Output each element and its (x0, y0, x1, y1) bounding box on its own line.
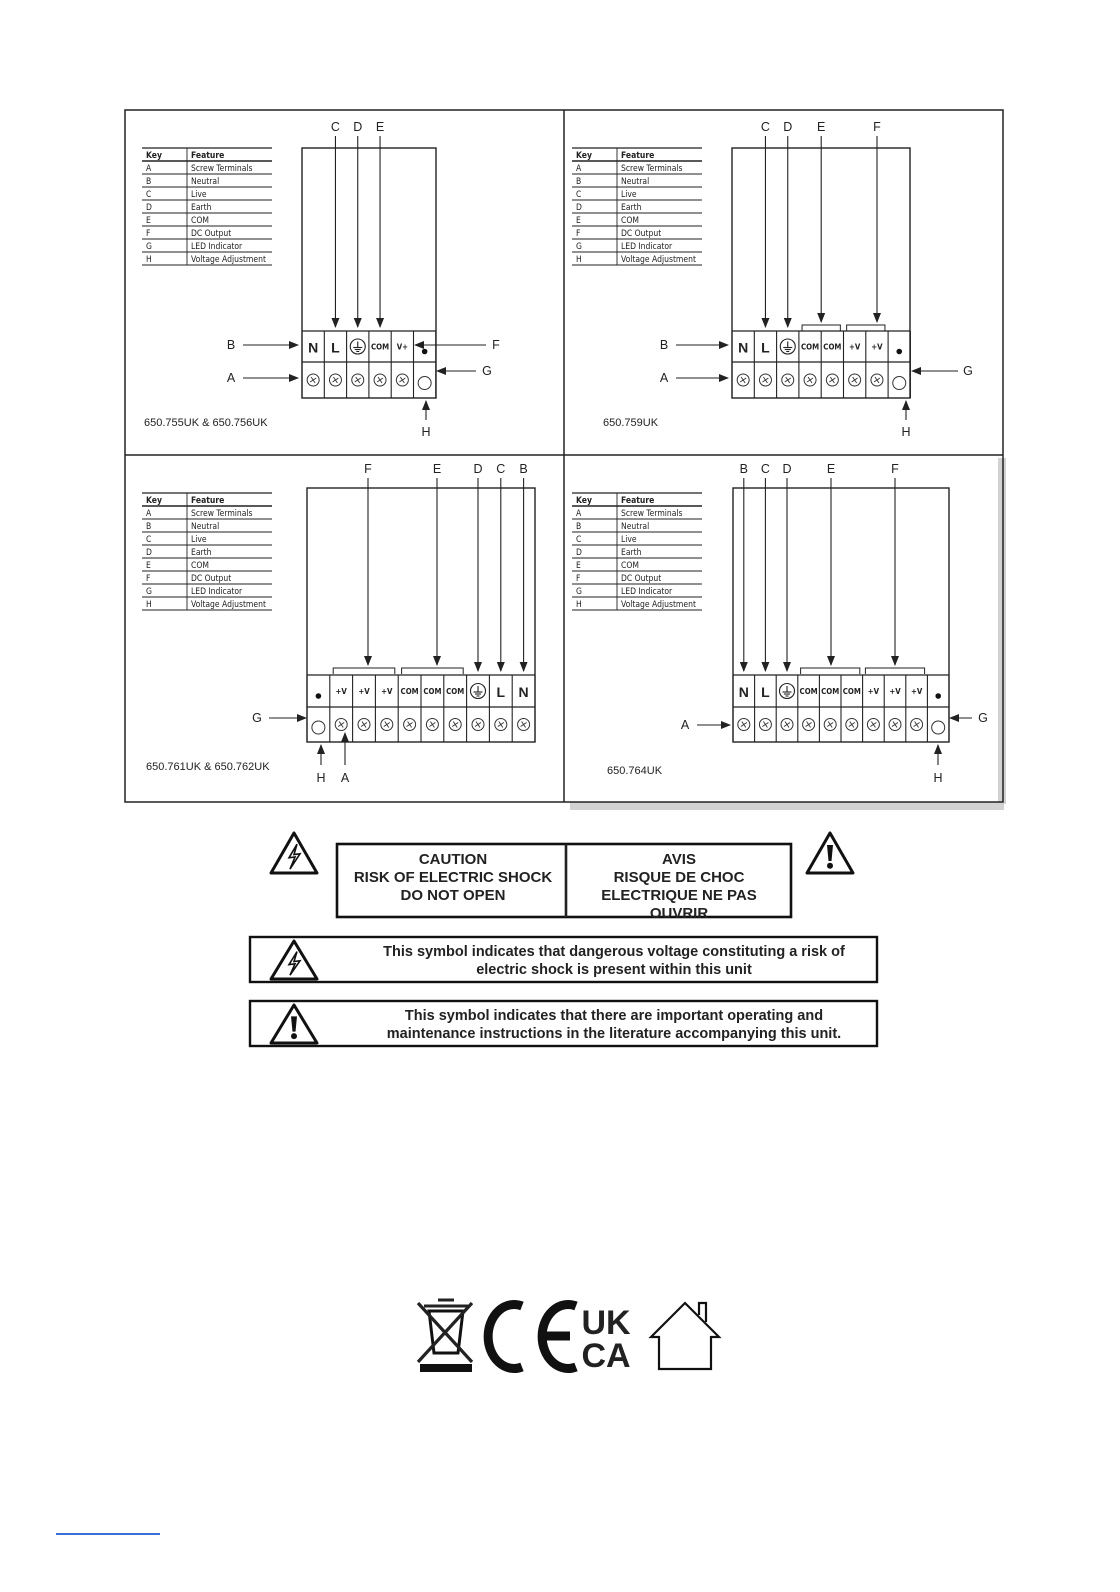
callout-letter-a: A (680, 718, 690, 732)
led-indicator-icon (935, 693, 941, 699)
key-table-feature: Earth (191, 203, 212, 213)
screw-slot (870, 722, 876, 728)
screw-slot (762, 377, 768, 383)
terminal-label: N (518, 684, 529, 700)
key-table-key: A (146, 164, 152, 174)
screw-slot (355, 377, 361, 383)
callout-letter-g: G (482, 364, 492, 378)
panel-shadow (998, 458, 1006, 804)
key-table-feature: COM (621, 561, 639, 571)
screw-slot (892, 722, 898, 728)
callout-letter-g: G (963, 364, 973, 378)
voltage-adjust-pot-icon (893, 377, 906, 390)
screw-slot (332, 377, 338, 383)
terminal-label: COM (446, 687, 465, 696)
terminal-label: N (738, 339, 749, 356)
terminal-group-bracket (333, 668, 395, 674)
lightning-bolt-icon (289, 844, 300, 869)
earth-symbol-icon (350, 339, 365, 354)
key-table-key: B (146, 177, 152, 187)
screw-terminal-icon (374, 374, 386, 386)
terminal-group-bracket (865, 668, 924, 674)
terminal-label: L (496, 684, 506, 700)
callout-letter-e: E (432, 462, 442, 476)
terminal-group-bracket (847, 325, 885, 331)
callout-letter-b: B (226, 338, 236, 352)
key-table-feature: COM (191, 561, 209, 571)
key-table-key: D (576, 548, 582, 558)
key-table-feature: LED Indicator (621, 242, 673, 252)
callout-letter-h: H (901, 425, 911, 439)
caution-english-line: DO NOT OPEN (400, 887, 506, 904)
voltage-adjust-pot-icon (312, 721, 325, 734)
symbol-explanation-box (250, 937, 877, 982)
screw-slot (498, 722, 504, 728)
screw-slot (827, 722, 833, 728)
key-table-key: C (576, 535, 582, 545)
callout-letter-f: F (873, 120, 881, 134)
callout-letter-b: B (739, 462, 748, 476)
screw-terminal-icon (404, 719, 416, 731)
screw-slot (784, 722, 790, 728)
screw-terminal-icon (871, 374, 883, 386)
caution-english-line: RISK OF ELECTRIC SHOCK (353, 869, 553, 886)
house-outline (651, 1303, 719, 1369)
terminal-label: COM (823, 342, 842, 352)
key-table (142, 148, 272, 265)
screw-terminal-icon (307, 374, 319, 386)
screw-terminal-icon (759, 719, 771, 731)
indoor-use-house-icon (651, 1303, 719, 1369)
key-table-feature: Neutral (621, 177, 650, 187)
screw-slot (338, 722, 344, 728)
callout-letter-b: B (519, 462, 528, 476)
explanation-line: electric shock is present within this unit (476, 962, 752, 978)
key-table-key: E (146, 216, 151, 226)
voltage-adjust-pot-icon (418, 377, 431, 390)
callout-letter-d: D (353, 120, 363, 134)
footer-rule (56, 1533, 160, 1535)
key-table-key: A (576, 164, 582, 174)
screw-terminal-icon (518, 719, 530, 731)
screw-terminal-icon (352, 374, 364, 386)
screw-slot (521, 722, 527, 728)
caution-english-line: CAUTION (418, 851, 488, 868)
model-number: 650.761UK & 650.762UK (146, 761, 270, 773)
key-table-feature: Live (621, 535, 637, 545)
key-table-feature: DC Output (191, 574, 232, 584)
key-table-key: C (576, 190, 582, 200)
screw-slot (829, 377, 835, 383)
screw-slot (785, 377, 791, 383)
screw-terminal-icon (826, 374, 838, 386)
key-table-feature: COM (621, 216, 639, 226)
key-table-key: D (146, 203, 152, 213)
earth-symbol-icon (471, 684, 486, 699)
terminal-label: L (761, 684, 770, 700)
key-table-feature: Live (191, 190, 207, 200)
key-table-key: B (576, 522, 582, 532)
callout-letter-a: A (226, 371, 236, 385)
caution-french-line: OUVRIR (649, 905, 709, 922)
callout-letter-g: G (252, 711, 262, 725)
caution-warning-icon (807, 833, 853, 873)
key-table-feature: Voltage Adjustment (621, 255, 696, 265)
terminal-group-bracket (802, 325, 840, 331)
power-supply-body (302, 148, 436, 398)
screw-slot (741, 722, 747, 728)
screw-slot (762, 722, 768, 728)
panel-650-759 (572, 120, 973, 439)
ce-mark (488, 1305, 576, 1369)
key-table (572, 493, 702, 610)
screw-terminal-icon (426, 719, 438, 731)
screw-slot (806, 722, 812, 728)
diagram-grid (125, 110, 1006, 810)
screw-terminal-icon (911, 719, 923, 731)
callout-letter-h: H (316, 771, 326, 785)
key-table-feature: Voltage Adjustment (191, 600, 266, 610)
caution-label (271, 833, 853, 922)
terminal-label: V+ (396, 342, 409, 352)
terminal-label: COM (423, 687, 442, 696)
callout-letter-d: D (782, 462, 792, 476)
symbol-explanation-box (250, 1001, 877, 1046)
callout-letter-e: E (375, 120, 385, 134)
key-table-key: A (576, 509, 582, 519)
panel-shadow (570, 802, 1004, 810)
callout-letter-b: B (659, 338, 669, 352)
panel-650-761-762 (142, 462, 535, 785)
callout-letter-d: D (473, 462, 483, 476)
screw-terminal-icon (846, 719, 858, 731)
terminal-label: +V (335, 687, 347, 696)
terminal-group-bracket (402, 668, 464, 674)
key-table-key: F (576, 574, 581, 584)
screw-terminal-icon (335, 719, 347, 731)
led-indicator-icon (422, 349, 428, 355)
key-table-key: G (576, 242, 582, 252)
screw-slot (849, 722, 855, 728)
key-table-key: Key (146, 151, 162, 161)
terminal-label: COM (799, 687, 818, 696)
callout-letter-a: A (340, 771, 350, 785)
voltage-adjust-pot-icon (932, 721, 945, 734)
callout-letter-h: H (421, 425, 431, 439)
model-number: 650.759UK (603, 417, 659, 429)
key-table-key: H (146, 255, 152, 265)
screw-terminal-icon (472, 719, 484, 731)
terminal-label: COM (801, 342, 820, 352)
terminal-label: N (308, 339, 319, 356)
terminal-label: L (331, 339, 340, 356)
key-table-feature: LED Indicator (621, 587, 673, 597)
key-table-key: F (576, 229, 581, 239)
key-table-feature: LED Indicator (191, 242, 243, 252)
key-table-feature: Live (621, 190, 637, 200)
terminal-label: L (761, 339, 770, 356)
key-table-key: B (576, 177, 582, 187)
panel-650-755-756 (142, 120, 500, 439)
key-table-feature: Feature (191, 496, 225, 506)
key-table-key: F (146, 229, 151, 239)
key-table-key: A (146, 509, 152, 519)
terminal-label: +V (871, 342, 883, 352)
key-table-key: Key (146, 496, 162, 506)
key-table-key: C (146, 535, 152, 545)
key-table-feature: Neutral (191, 177, 220, 187)
screw-terminal-icon (449, 719, 461, 731)
terminal-group-bracket (801, 668, 860, 674)
key-table-key: H (576, 255, 582, 265)
key-table-key: H (576, 600, 582, 610)
key-table-feature: Earth (191, 548, 212, 558)
screw-terminal-icon (738, 719, 750, 731)
key-table-feature: Feature (621, 151, 655, 161)
key-table (142, 493, 272, 610)
screw-terminal-icon (495, 719, 507, 731)
model-number: 650.755UK & 650.756UK (144, 417, 268, 429)
key-table (572, 148, 702, 265)
key-table-feature: Neutral (621, 522, 650, 532)
key-table-feature: DC Output (621, 229, 662, 239)
electric-shock-warning-icon (271, 833, 317, 873)
screw-terminal-icon (849, 374, 861, 386)
key-table-key: Key (576, 151, 592, 161)
terminal-label: N (738, 684, 749, 700)
certification-marks (418, 1300, 719, 1375)
ce-letter-c (488, 1305, 522, 1369)
callout-letter-f: F (364, 462, 372, 476)
key-table-feature: Feature (621, 496, 655, 506)
callout-letter-d: D (783, 120, 793, 134)
terminal-label: +V (381, 687, 393, 696)
screw-terminal-icon (803, 719, 815, 731)
key-table-feature: Voltage Adjustment (191, 255, 266, 265)
screw-slot (807, 377, 813, 383)
terminal-label: +V (848, 342, 861, 352)
screw-slot (361, 722, 367, 728)
bin-underbar (420, 1364, 472, 1372)
terminal-label: COM (371, 342, 390, 352)
key-table-feature: Screw Terminals (621, 509, 683, 519)
screw-terminal-icon (889, 719, 901, 731)
exclamation-bar (827, 845, 833, 861)
key-table-feature: Screw Terminals (191, 164, 253, 174)
ukca-top: UK (581, 1304, 631, 1342)
callout-letter-c: C (760, 120, 770, 134)
key-table-feature: Earth (621, 548, 642, 558)
terminal-label: +V (358, 687, 370, 696)
callout-letter-e: E (817, 120, 826, 134)
earth-symbol-icon (780, 339, 795, 354)
ce-letter-e (541, 1305, 576, 1369)
screw-slot (399, 377, 405, 383)
key-table-key: Key (576, 496, 592, 506)
terminal-label: COM (400, 687, 419, 696)
screw-terminal-icon (804, 374, 816, 386)
screw-slot (452, 722, 458, 728)
key-table-key: G (146, 242, 152, 252)
explanation-line: maintenance instructions in the literature accompanying this unit. (386, 1026, 842, 1042)
callout-letter-c: C (760, 462, 770, 476)
key-table-key: E (576, 216, 581, 226)
key-table-feature: DC Output (191, 229, 232, 239)
panel-650-764 (572, 462, 988, 785)
screw-slot (874, 377, 880, 383)
led-indicator-icon (316, 693, 322, 699)
callout-letter-c: C (496, 462, 506, 476)
terminal-label: +V (867, 687, 880, 696)
screw-terminal-icon (329, 374, 341, 386)
callout-letter-c: C (330, 120, 340, 134)
exclamation-dot (291, 1033, 297, 1039)
key-table-feature: COM (191, 216, 209, 226)
terminal-label: +V (910, 687, 923, 696)
explanation-line: This symbol indicates that dangerous voltage constituting a risk of (383, 944, 845, 960)
screw-slot (914, 722, 920, 728)
callout-letter-h: H (933, 771, 943, 785)
weee-crossed-bin-icon (418, 1300, 472, 1372)
terminal-label: COM (821, 687, 840, 696)
callout-letter-f: F (891, 462, 899, 476)
caution-french-line: ELECTRIQUE NE PAS (601, 887, 757, 904)
ukca-bottom: CA (581, 1337, 631, 1375)
terminal-label: +V (889, 687, 901, 696)
screw-slot (852, 377, 858, 383)
key-table-feature: Live (191, 535, 207, 545)
key-table-key: G (576, 587, 582, 597)
screw-terminal-icon (781, 719, 793, 731)
key-table-key: D (576, 203, 582, 213)
terminal-label: COM (842, 687, 861, 696)
key-table-key: F (146, 574, 151, 584)
screw-terminal-icon (737, 374, 749, 386)
callout-letter-g: G (978, 711, 988, 725)
ukca-mark (581, 1304, 631, 1375)
key-table-feature: DC Output (621, 574, 662, 584)
screw-slot (429, 722, 435, 728)
screw-slot (377, 377, 383, 383)
screw-slot (384, 722, 390, 728)
caution-french-line: RISQUE DE CHOC (613, 869, 745, 886)
key-table-key: E (146, 561, 151, 571)
screw-terminal-icon (759, 374, 771, 386)
screw-terminal-icon (782, 374, 794, 386)
screw-terminal-icon (824, 719, 836, 731)
key-table-key: H (146, 600, 152, 610)
model-number: 650.764UK (607, 765, 663, 777)
screw-terminal-icon (381, 719, 393, 731)
key-table-feature: Neutral (191, 522, 220, 532)
screw-terminal-icon (396, 374, 408, 386)
key-table-key: B (146, 522, 152, 532)
callout-letter-a: A (659, 371, 669, 385)
key-table-feature: Voltage Adjustment (621, 600, 696, 610)
screw-terminal-icon (867, 719, 879, 731)
callout-letter-f: F (492, 338, 500, 352)
key-table-feature: Earth (621, 203, 642, 213)
key-table-key: E (576, 561, 581, 571)
key-table-feature: Feature (191, 151, 225, 161)
caution-french-line: AVIS (662, 851, 696, 868)
screw-slot (740, 377, 746, 383)
key-table-feature: Screw Terminals (191, 509, 253, 519)
led-indicator-icon (896, 349, 902, 355)
screw-slot (475, 722, 481, 728)
screw-terminal-icon (358, 719, 370, 731)
key-table-key: D (146, 548, 152, 558)
key-table-key: C (146, 190, 152, 200)
callout-letter-e: E (826, 462, 836, 476)
exclamation-dot (827, 863, 833, 869)
key-table-feature: Screw Terminals (621, 164, 683, 174)
key-table-feature: LED Indicator (191, 587, 243, 597)
screw-slot (310, 377, 316, 383)
screw-slot (407, 722, 413, 728)
explanation-line: This symbol indicates that there are important operating and (404, 1008, 824, 1024)
earth-symbol-icon (780, 684, 795, 699)
key-table-key: G (146, 587, 152, 597)
